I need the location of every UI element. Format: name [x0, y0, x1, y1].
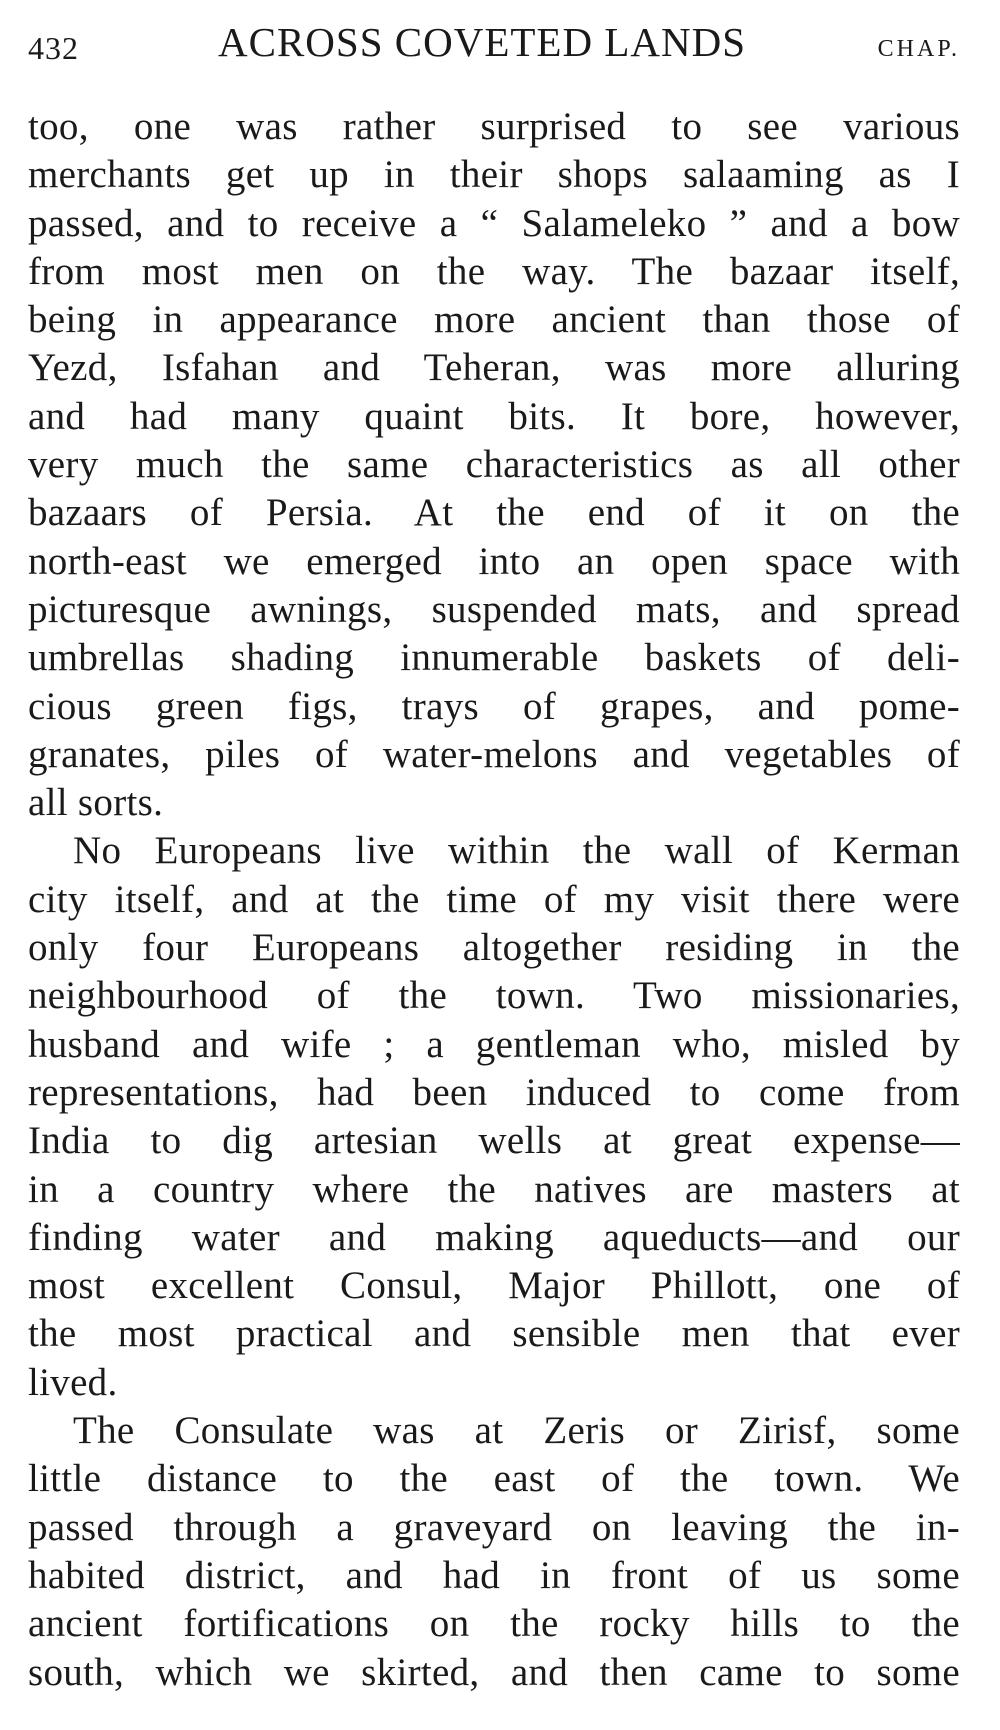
text-line: only four Europeans altogether residing in the — [28, 926, 960, 970]
text-line: very much the same characteristics as all other — [28, 443, 960, 487]
text-line: little distance to the east of the town. We — [28, 1457, 960, 1501]
text-line: all sorts. — [28, 781, 164, 825]
text-line: passed through a graveyard on leaving the in- — [28, 1505, 960, 1549]
text-line: bazaars of Persia. At the end of it on the — [28, 491, 960, 535]
text-line: The Consulate was at Zeris or Zirisf, some — [73, 1409, 960, 1453]
text-line: ancient fortifications on the rocky hills to the — [28, 1602, 960, 1646]
text-line: cious green figs, trays of grapes, and pome- — [28, 684, 960, 728]
text-line: passed, and to receive a “ Salameleko ” and a bow — [28, 201, 960, 245]
text-line: merchants get up in their shops salaaming as I — [28, 153, 960, 197]
text-line: neighbourhood of the town. Two missionaries, — [28, 974, 960, 1018]
chapter-label: CHAP. — [877, 36, 960, 62]
text-line: the most practical and sensible men that ever — [28, 1312, 960, 1356]
body-text — [28, 103, 960, 1697]
text-line: being in appearance more ancient than those of — [28, 298, 960, 342]
text-line: umbrellas shading innumerable baskets of deli- — [28, 636, 960, 680]
text-line: south, which we skirted, and then came to some — [28, 1650, 960, 1694]
text-line: lived. — [28, 1360, 118, 1404]
text-line: city itself, and at the time of my visit there were — [28, 877, 960, 921]
book-title: ACROSS COVETED LANDS — [218, 19, 746, 65]
text-line: north-east we emerged into an open space with — [28, 539, 960, 583]
text-line: No Europeans live within the wall of Kerman — [73, 829, 960, 873]
text-line: Yezd, Isfahan and Teheran, was more alluring — [28, 346, 960, 390]
text-line: in a country where the natives are masters at — [28, 1167, 960, 1211]
text-line: representations, had been induced to come from — [28, 1070, 960, 1114]
text-line: most excellent Consul, Major Phillott, one of — [28, 1264, 960, 1308]
page-number: 432 — [28, 30, 79, 66]
text-line: husband and wife ; a gentleman who, misled by — [28, 1022, 960, 1066]
text-line: habited district, and had in front of us some — [28, 1553, 960, 1597]
text-line: India to dig artesian wells at great expense— — [28, 1119, 960, 1163]
text-line: and had many quaint bits. It bore, however, — [28, 394, 960, 438]
text-line: too, one was rather surprised to see various — [28, 105, 960, 148]
text-line: finding water and making aqueducts—and our — [28, 1215, 960, 1259]
text-line: from most men on the way. The bazaar itself, — [28, 249, 960, 293]
running-head — [28, 18, 960, 66]
text-line: granates, piles of water-melons and vegetables of — [28, 732, 960, 776]
text-line: picturesque awnings, suspended mats, and spread — [28, 587, 960, 631]
